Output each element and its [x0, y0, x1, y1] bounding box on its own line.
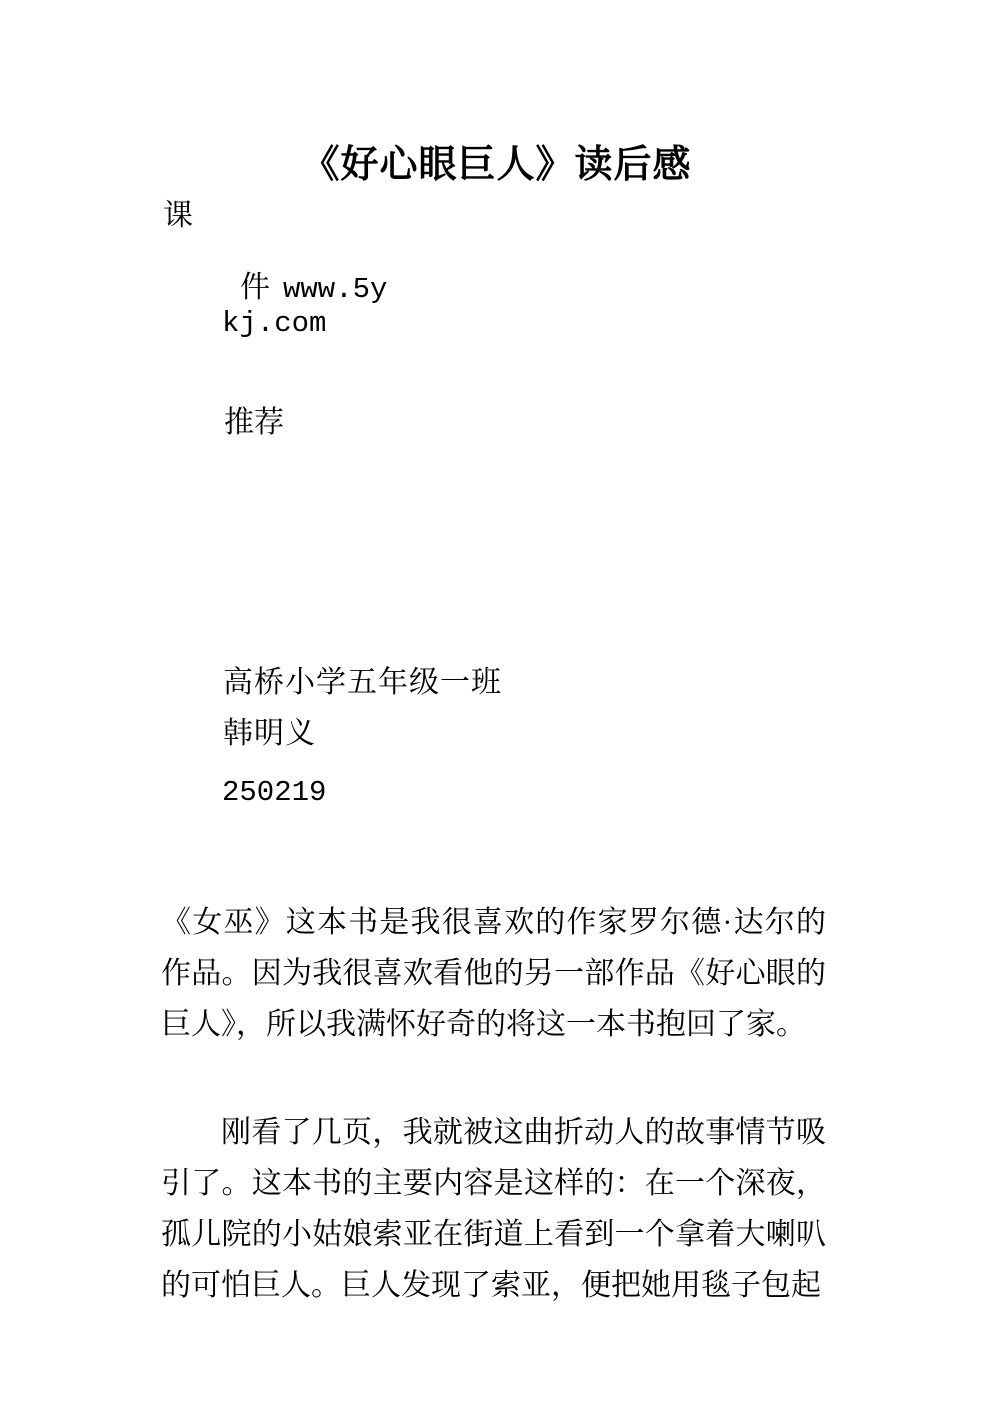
author-name-line: 韩明义	[223, 717, 316, 750]
watermark-char-jian: 件	[240, 271, 270, 304]
post-number-line: 250219	[222, 776, 327, 809]
body-paragraph-1: 《女巫》这本书是我很喜欢的作家罗尔德·达尔的作品。因为我很喜欢看他的另一部作品《好心眼的巨人》，所以我满怀好奇的将这一本书抱回了家。	[161, 906, 826, 1041]
school-class-line: 高桥小学五年级一班	[223, 666, 502, 699]
site-url-fragment-2: kj.com	[222, 307, 327, 340]
watermark-char-ke: 课	[163, 199, 193, 232]
site-url-fragment-1: www.5y	[283, 273, 388, 306]
body-paragraph-2: 刚看了几页，我就被这曲折动人的故事情节吸引了。这本书的主要内容是这样的：在一个深夜，孤儿院的小姑娘索亚在街道上看到一个拿着大喇叭的可怕巨人。巨人发现了索亚，便把她用毯子包起	[161, 1116, 826, 1302]
document-title: 《好心眼巨人》读后感	[301, 144, 692, 187]
recommend-label: 推荐	[224, 406, 284, 439]
